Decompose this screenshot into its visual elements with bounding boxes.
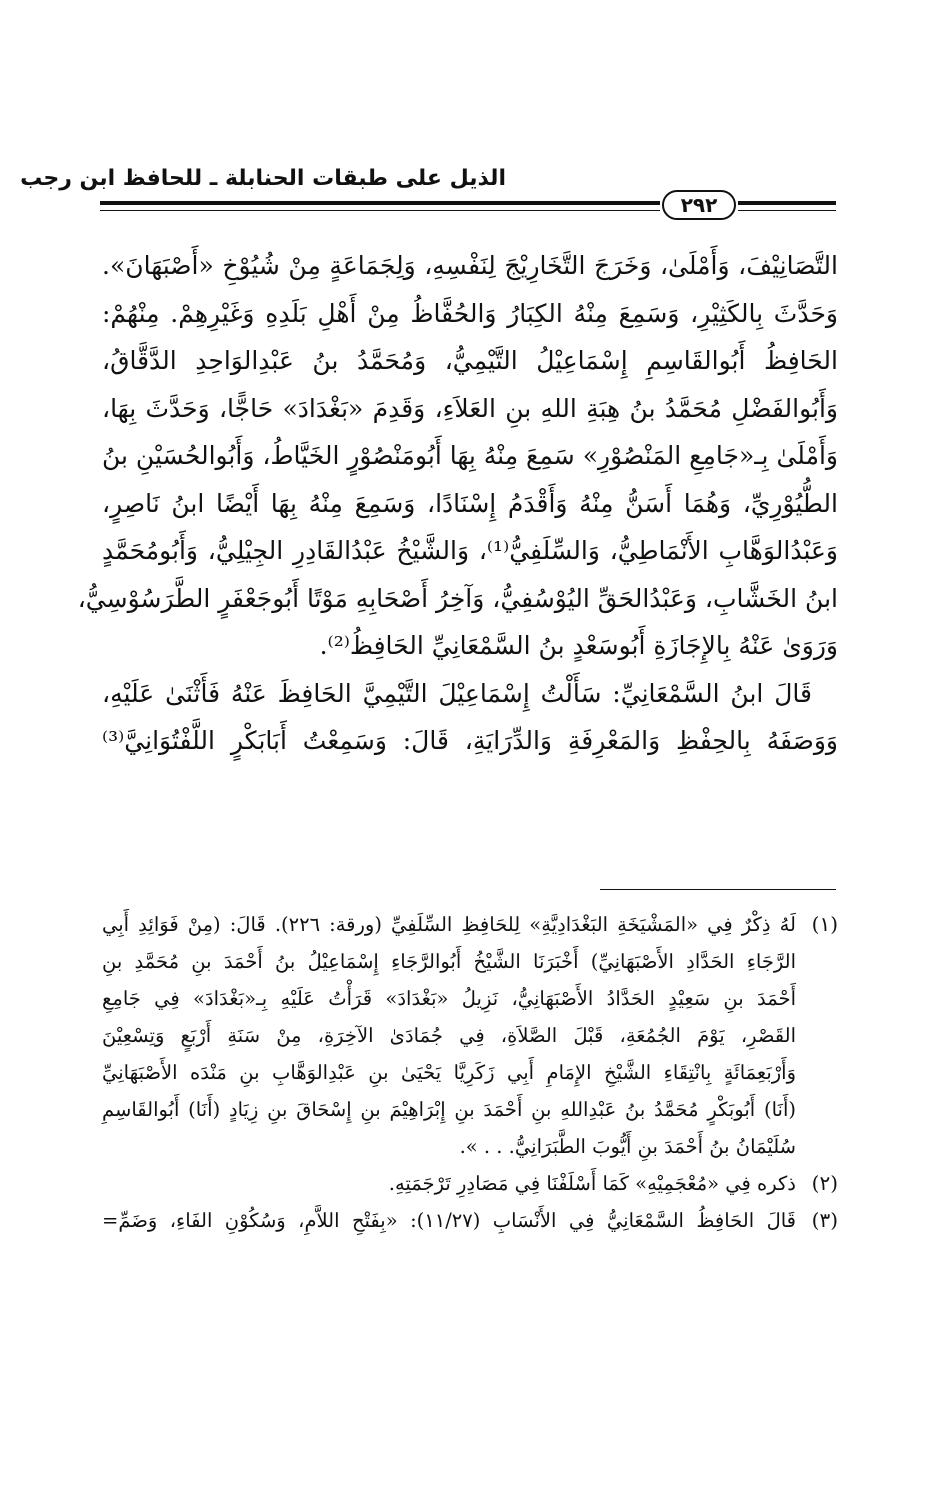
text-line: ابنُ الخَشَّابِ، وَعَبْدُالحَقِّ اليُوْسُفِيُّ، وَآخِرُ أَصْحَابِهِ مَوْتًا أَبُوجَعْفَرٍ الطَّرَسُوْسِيُّ، [77, 583, 838, 613]
text-line: قَالَ ابنُ السَّمْعَانِيِّ: سَأَلْتُ إِسْمَاعِيْلَ التَّيْمِيَّ الحَافِظَ عَنْهُ فَأَثْنَىٰ عَلَيْهِ، [102, 678, 812, 708]
text-line: وَأَبُوالفَضْلِ مُحَمَّدُ بنُ هِبَةِ اللهِ بنِ العَلاَءِ، وَقَدِمَ «بَغْدَادَ» حَاجًّا، وَحَدَّثَ بِهَا، [102, 393, 838, 423]
header-rule-thick [100, 201, 660, 205]
running-title: الذيل على طبقات الحنابلة ـ للحافظ ابن رجب [20, 166, 506, 191]
footnotes [102, 906, 838, 1239]
text-line: التَّصَانِيْفَ، وَأَمْلَىٰ، وَخَرَجَ التَّخَارِيْجَ لِنَفْسِهِ، وَلِجَمَاعَةٍ مِنْ شُيُوْخِ «أَصْبَهَانَ». [102, 251, 838, 280]
header-rule-thin [100, 210, 660, 211]
footnote-separator [600, 889, 836, 890]
text-line: الحَافِظُ أَبُوالقَاسِمِ إِسْمَاعِيْلُ التَّيْمِيُّ، وَمُحَمَّدُ بنُ عَبْدِالوَاحِدِ الدَّقَّاقُ، [102, 346, 838, 375]
header-rule-thick-right [738, 201, 836, 205]
text-line: وَوَصَفَهُ بِالحِفْظِ وَالمَعْرِفَةِ وَالدِّرَايَةِ، قَالَ: وَسَمِعْتُ أَبَابَكْرٍ اللَّفْتُوَانِيَّ⁽³⁾ [102, 726, 838, 755]
footnote-line: قَالَ الحَافِظُ السَّمْعَانِيُّ فِي الأَنْسَابِ (١١/٢٧): «بِفَتْحِ اللاَّمِ، وَسُكُوْنِ الفَاءِ، وَضَمِّ= [102, 1209, 797, 1232]
footnote-number: (٢) [811, 1171, 838, 1195]
footnote-line: وَأَرْبَعِمَائَةٍ بِانْتِقَاءِ الشَّيْخِ الإِمَامِ أَبِي زَكَرِيَّا يَحْيَىٰ بنِ عَبْدِالوَهَّابِ بنِ مَنْدَه الأَصْبَهَانِيِّ [102, 1061, 796, 1084]
text-line: وَرَوَىٰ عَنْهُ بِالإِجَازَةِ أَبُوسَعْدٍ بنُ السَّمْعَانِيِّ الحَافِظُ⁽²⁾. [319, 631, 838, 660]
page-number: ٢٩٢ [662, 190, 736, 220]
footnote-line: أَحْمَدَ بنِ سَعِيْدٍ الحَدَّادُ الأَصْبَهَانِيُّ، نَزِيلُ «بَغْدَادَ» قَرَأْتُ عَلَيْهِ بِـ«بَغْدَادَ» فِي جَامِعِ [102, 987, 796, 1010]
footnote-line: (أَنَا) أَبُوبَكْرٍ مُحَمَّدُ بنُ عَبْدِاللهِ بنِ أَحْمَدَ بنِ إِبْرَاهِيْمَ بنِ إِسْحَاقَ بنِ زِيَادٍ (أَنَا) أَبُوالقَاسِمِ [102, 1098, 796, 1121]
text-line: وَأَمْلَىٰ بِـ«جَامِعِ المَنْصُوْرِ» سَمِعَ مِنْهُ بِهَا أَبُومَنْصُوْرٍ الخَيَّاطُ، وَأَبُوالحُسَيْنِ بنُ [102, 441, 838, 470]
header-rule-thin-right [738, 210, 836, 211]
text-line: وَحَدَّثَ بِالكَثِيْرِ، وَسَمِعَ مِنْهُ الكِبَارُ وَالحُفَّاظُ مِنْ أَهْلِ بَلَدِهِ وَغَيْرِهِمْ. مِنْهُمْ: [102, 298, 838, 328]
footnote-line: لَهُ ذِكْرٌ فِي «المَشْيَخَةِ البَغْدَادِيَّةِ» لِلحَافِظِ السِّلَفِيِّ (ورقة: ٢٢٦). قَالَ: (مِنْ فَوَائِدِ أَبِي [102, 913, 796, 936]
text-line: الطُّيُوْرِيِّ، وَهُمَا أَسَنُّ مِنْهُ وَأَقْدَمُ إِسْنَادًا، وَسَمِعَ مِنْهُ بِهَا أَيْضًا ابنُ نَاصِرٍ، [102, 488, 838, 518]
footnote-3 [102, 1202, 838, 1239]
text-line: وَعَبْدُالوَهَّابِ الأَنْمَاطِيُّ، وَالسِّلَفِيُّ⁽¹⁾، وَالشَّيْخُ عَبْدُالقَادِرِ الجِيْلِيُّ، وَأَبُومُحَمَّدٍ [102, 536, 838, 565]
footnote-line: ذكره فِي «مُعْجَمِيْهِ» كَمَا أَسْلَفْنَا فِي مَصَادِرِ تَرْجَمَتِهِ. [388, 1172, 796, 1195]
footnote-1 [102, 906, 838, 1165]
footnote-line: سُلَيْمَانُ بنُ أَحْمَدَ بنِ أَيُّوبَ الطَّبَرَانِيُّ. . . ». [459, 1135, 796, 1158]
footnote-number: (٣) [811, 1208, 838, 1232]
footnote-number: (١) [811, 912, 838, 936]
main-text [77, 242, 838, 765]
footnote-line: الرَّجَاءِ الحَدَّادِ الأَصْبَهَانِيِّ) أَخْبَرَنَا الشَّيْخُ أَبُوالرَّجَاءِ إِسْمَاعِيْلُ بنُ أَحْمَدَ بنِ مُحَمَّدِ بنِ [102, 950, 796, 973]
footnote-line: القَصْرِ، يَوْمَ الجُمُعَةِ، قَبْلَ الصَّلاَةِ، فِي جُمَادَىٰ الآخِرَةِ، مِنْ سَنَةِ أَرْبَعٍ وَتِسْعِيْنَ [102, 1024, 796, 1047]
footnote-2 [102, 1165, 838, 1202]
